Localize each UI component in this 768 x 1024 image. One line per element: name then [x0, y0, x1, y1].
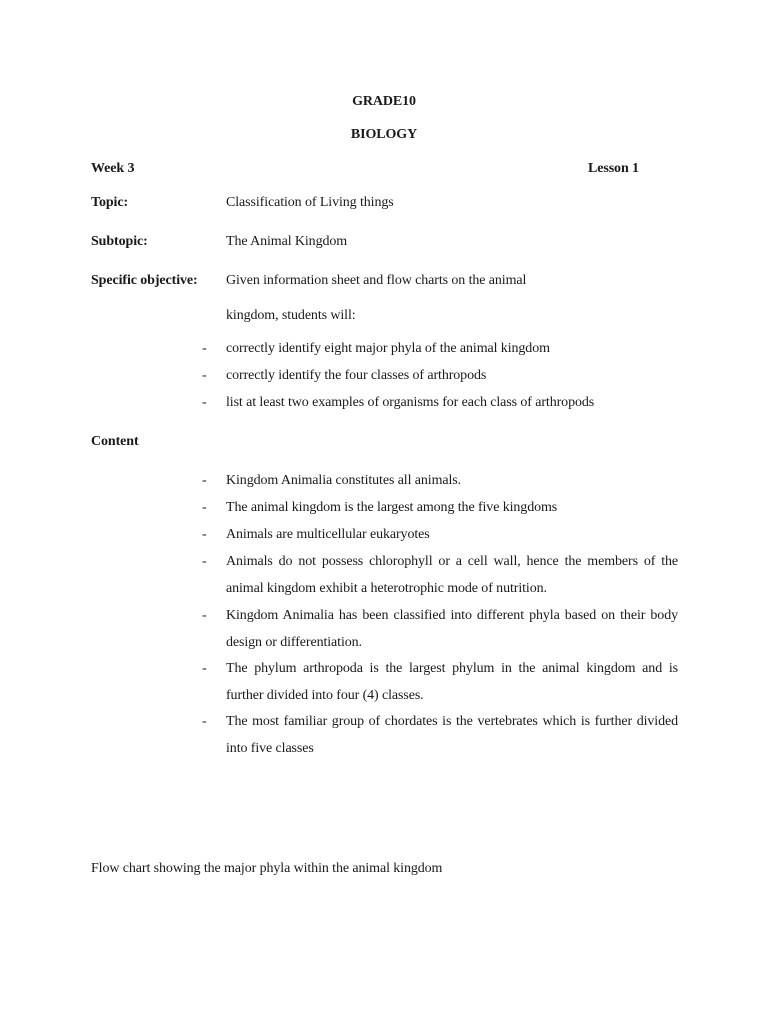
content-bullet: -	[202, 527, 207, 542]
objective-item: correctly identify the four classes of arthropods	[226, 368, 487, 383]
content-item: Kingdom Animalia constitutes all animals.	[226, 473, 462, 488]
topic-label: Topic:	[91, 195, 129, 210]
content-heading: Content	[91, 434, 139, 449]
objective-item: list at least two examples of organisms for each class of arthropods	[226, 395, 595, 410]
objective-intro-line2: kingdom, students will:	[226, 308, 356, 323]
content-bullet: -	[202, 473, 207, 488]
content-item: Animals are multicellular eukaryotes	[226, 527, 430, 542]
content-item: The phylum arthropoda is the largest phylum in the animal kingdom and is further divided into four (4) classes.	[226, 661, 678, 703]
subtopic-label: Subtopic:	[91, 234, 148, 249]
content-bullet: -	[202, 608, 207, 623]
objective-label: Specific objective:	[91, 273, 198, 288]
subject-heading: BIOLOGY	[350, 127, 418, 142]
week-label: Week 3	[91, 161, 135, 176]
content-bullet: -	[202, 714, 207, 729]
content-item: Animals do not possess chlorophyll or a cell wall, hence the members of the animal kingdom exhibit a heterotrophic mode of nutrition.	[226, 554, 678, 596]
objective-item: correctly identify eight major phyla of the animal kingdom	[226, 341, 550, 356]
topic-value: Classification of Living things	[226, 195, 394, 210]
objective-bullet: -	[202, 395, 207, 410]
content-bullet: -	[202, 500, 207, 515]
content-bullet: -	[202, 661, 207, 676]
content-item: Kingdom Animalia has been classified into different phyla based on their body design or differentiation.	[226, 608, 678, 650]
objective-bullet: -	[202, 341, 207, 356]
lesson-label: Lesson 1	[588, 161, 639, 176]
subtopic-value: The Animal Kingdom	[226, 234, 348, 249]
objective-bullet: -	[202, 368, 207, 383]
content-item: The animal kingdom is the largest among the five kingdoms	[226, 500, 558, 515]
grade-heading: GRADE10	[352, 94, 416, 109]
content-bullet: -	[202, 554, 207, 569]
content-item: The most familiar group of chordates is the vertebrates which is further divided into five classes	[226, 714, 678, 756]
flowchart-caption: Flow chart showing the major phyla within the animal kingdom	[91, 861, 443, 876]
objective-intro-line1: Given information sheet and flow charts on the animal	[226, 273, 527, 288]
